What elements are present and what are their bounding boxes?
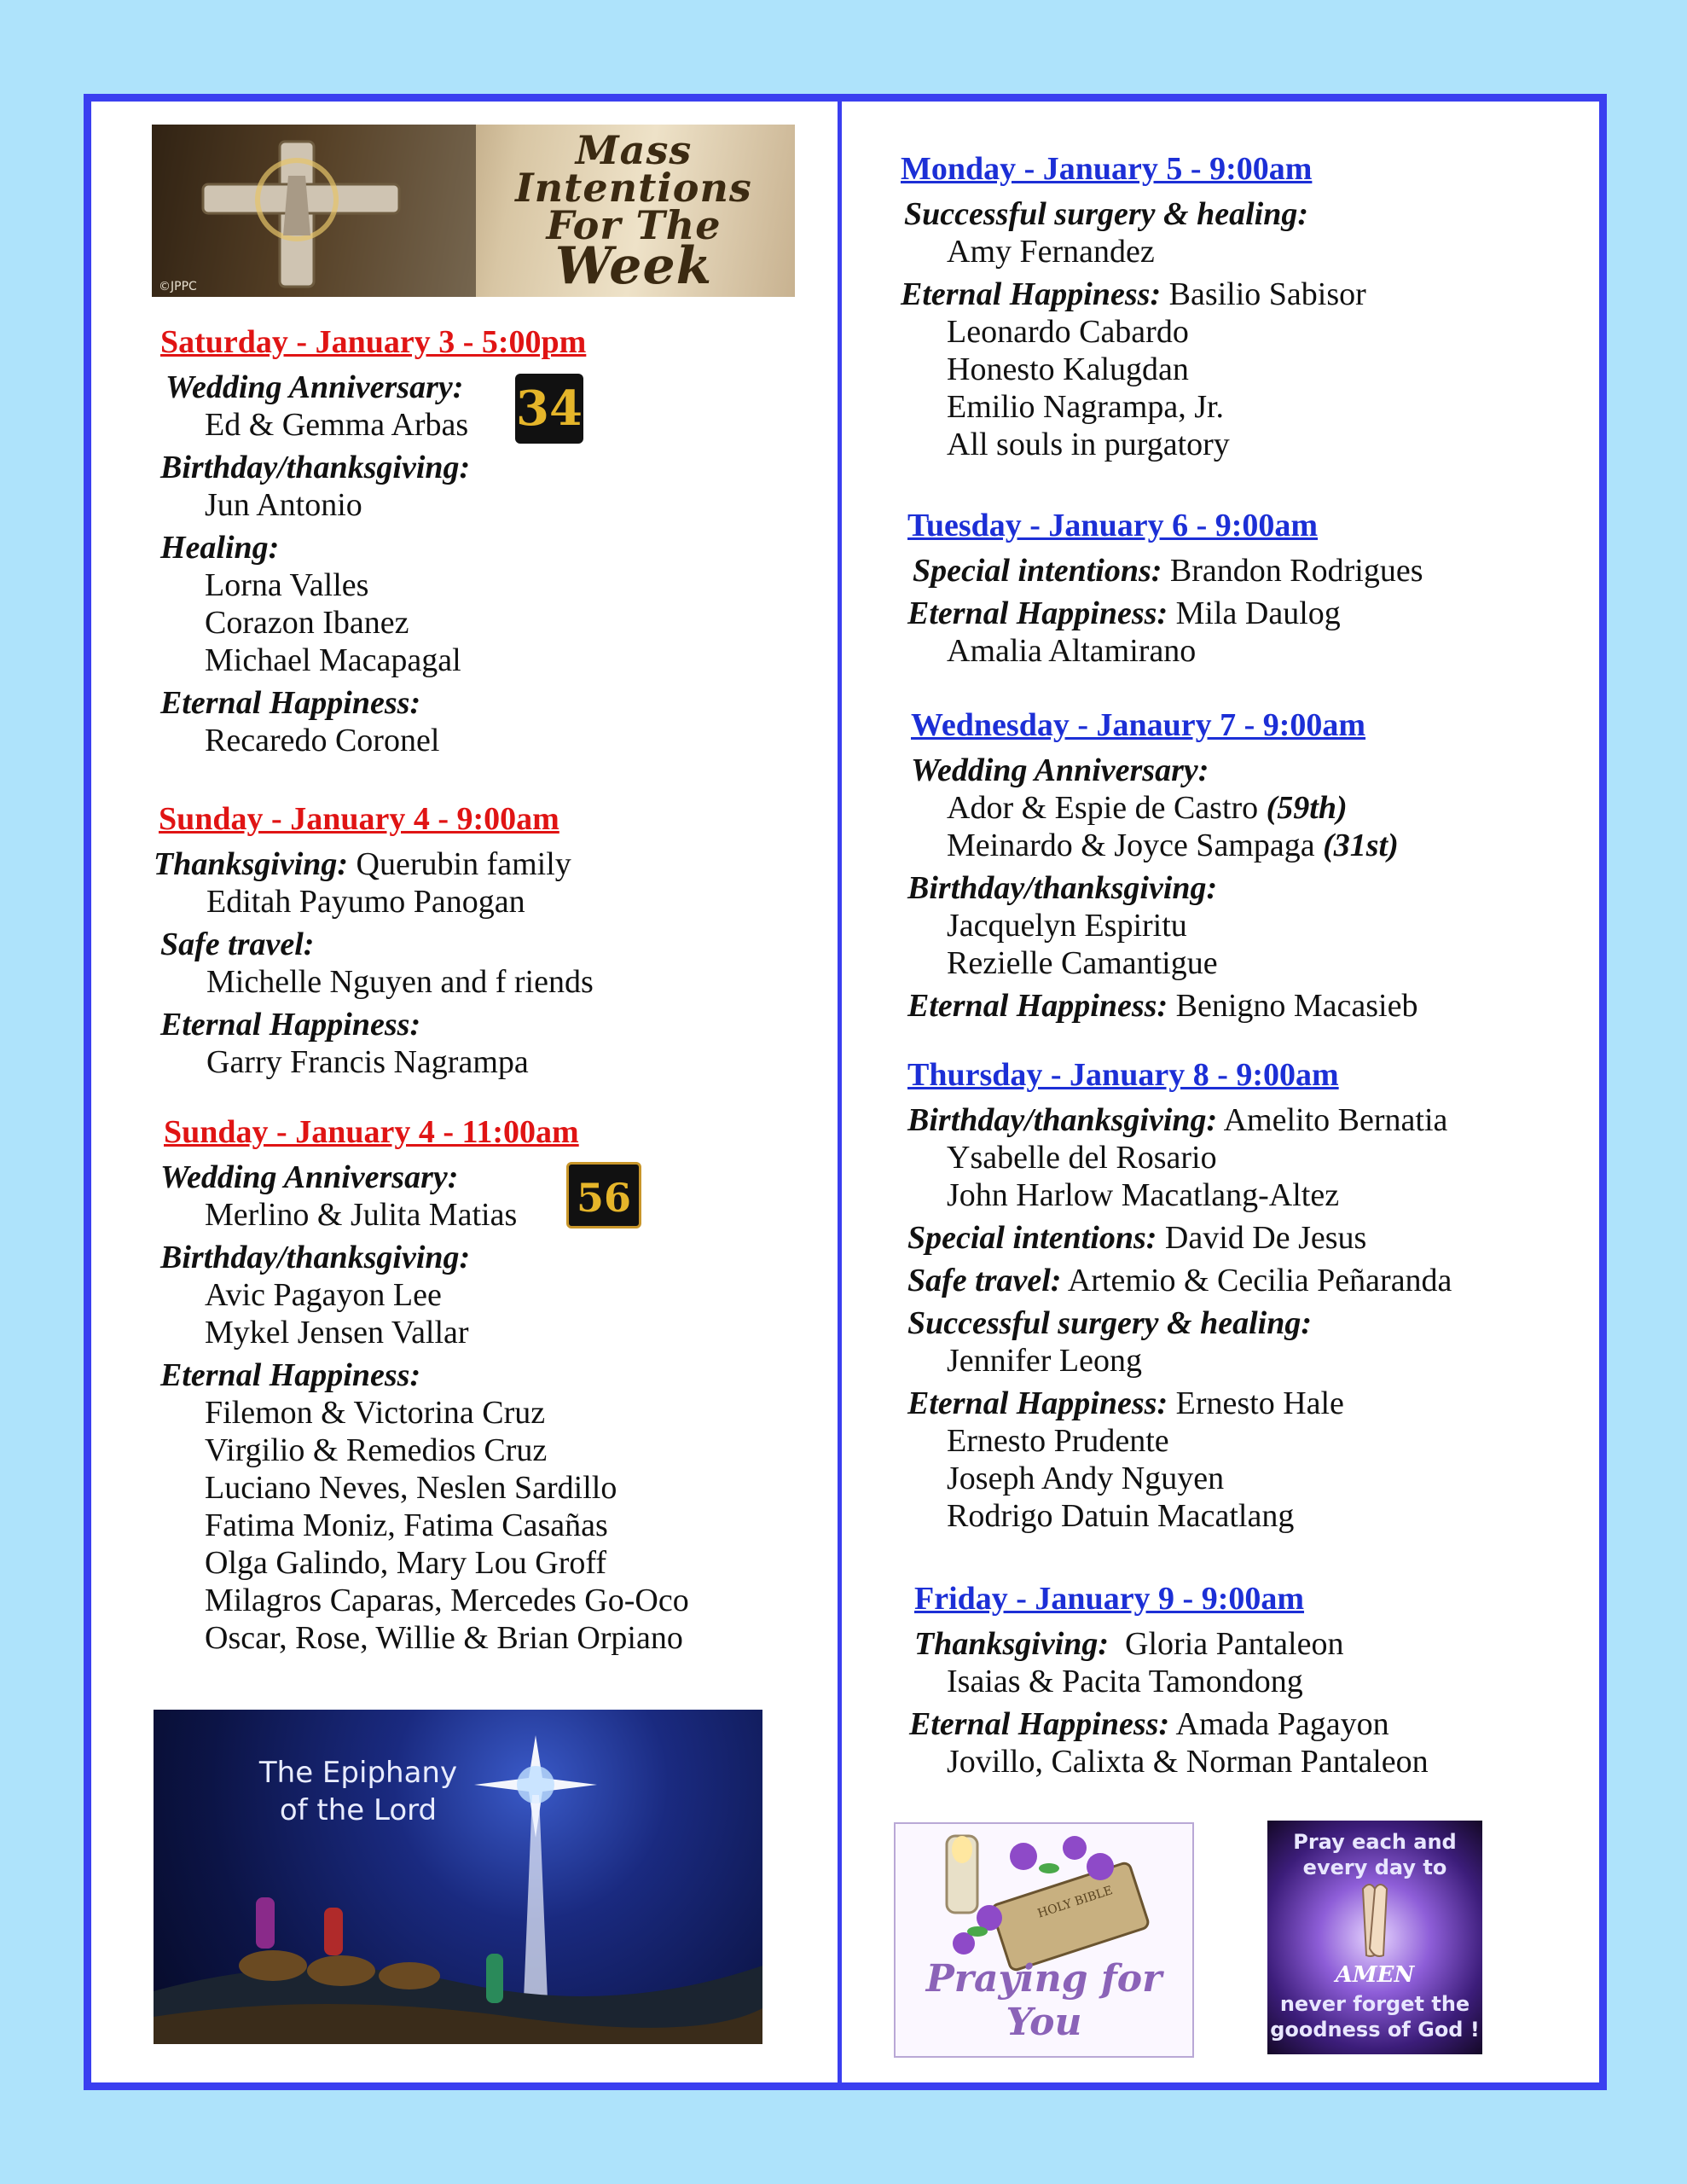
intention-name: Honesto Kalugdan <box>947 351 1189 387</box>
friday-heading: Friday - January 9 - 9:00am <box>914 1581 1305 1617</box>
intention-name: Benigno Macasieb <box>1175 988 1418 1024</box>
intention-name: Joseph Andy Nguyen <box>947 1461 1225 1496</box>
intention-name: Leonardo Cabardo <box>947 314 1189 350</box>
intention-name: Querubin family <box>356 846 571 882</box>
intention-name: Jun Antonio <box>205 487 362 523</box>
intention-name: Olga Galindo, Mary Lou Groff <box>205 1545 607 1581</box>
intention-name: Michelle Nguyen and f riends <box>206 964 594 1000</box>
eternal-happiness-label: Eternal Happiness: <box>160 1357 421 1393</box>
wedding-anniversary-label: Wedding Anniversary: <box>160 1159 459 1195</box>
banner-line-2: Intentions <box>515 165 752 211</box>
intention-name: Basilio Sabisor <box>1168 276 1366 312</box>
birthday-label: Birthday/thanksgiving: <box>160 1240 471 1275</box>
intention-name: Jovillo, Calixta & Norman Pantaleon <box>947 1744 1429 1780</box>
intention-name: Mykel Jensen Vallar <box>205 1315 469 1350</box>
intention-name: Garry Francis Nagrampa <box>206 1044 529 1080</box>
eternal-happiness-label: Eternal Happiness: <box>907 595 1168 631</box>
wedding-anniversary-label: Wedding Anniversary: <box>165 369 464 405</box>
pray-line-4: goodness of God ! <box>1270 2018 1480 2042</box>
intention-name: Avic Pagayon Lee <box>205 1277 442 1313</box>
anniversary-note: (59th) <box>1266 790 1348 826</box>
sunday-9am-heading: Sunday - January 4 - 9:00am <box>159 801 559 837</box>
thanksgiving-label: Thanksgiving: <box>154 846 349 882</box>
surgery-healing-label: Successful surgery & healing: <box>904 196 1308 232</box>
birthday-label: Birthday/thanksgiving: <box>907 870 1218 906</box>
safe-travel-label: Safe travel: <box>907 1263 1062 1298</box>
intention-name: Rodrigo Datuin Macatlang <box>947 1498 1295 1534</box>
birthday-label: Birthday/thanksgiving: <box>160 450 471 485</box>
pray-every-day-image <box>1267 1821 1482 2054</box>
intention-name: Ed & Gemma Arbas <box>205 407 469 443</box>
intention-name: Milagros Caparas, Mercedes Go-Oco <box>205 1583 689 1618</box>
intention-name: Ernesto Hale <box>1175 1385 1344 1421</box>
intention-name: Recaredo Coronel <box>205 723 440 758</box>
intention-name: Merlino & Julita Matias <box>205 1197 518 1233</box>
birthday-label: Birthday/thanksgiving: <box>907 1102 1218 1138</box>
anniversary-34-badge-icon: 34 <box>515 374 583 444</box>
intention-name: Lorna Valles <box>205 567 369 603</box>
wednesday-heading: Wednesday - Janaury 7 - 9:00am <box>911 707 1366 743</box>
intention-name: Ador & Espie de Castro <box>947 790 1259 826</box>
sunday-11am-heading: Sunday - January 4 - 11:00am <box>164 1114 579 1150</box>
epiphany-line-1: The Epiphany <box>258 1756 458 1790</box>
intention-name: Amelito Bernatia <box>1223 1102 1448 1138</box>
banner-copyright: ©JPPC <box>159 280 197 293</box>
bible-label: HOLY BIBLE <box>1035 1884 1115 1921</box>
eternal-happiness-label: Eternal Happiness: <box>160 1007 421 1043</box>
epiphany-line-2: of the Lord <box>279 1793 438 1827</box>
wedding-anniversary-label: Wedding Anniversary: <box>911 752 1209 788</box>
monday-section <box>901 149 1366 468</box>
anniversary-56-badge-icon: 56 <box>566 1162 641 1228</box>
pray-line-2: every day to <box>1302 1856 1447 1879</box>
intention-name: Jacquelyn Espiritu <box>947 908 1187 944</box>
intention-name: Amada Pagayon <box>1175 1706 1389 1742</box>
special-intentions-label: Special intentions: <box>907 1220 1157 1256</box>
eternal-happiness-label: Eternal Happiness: <box>907 1385 1168 1421</box>
intention-name: Emilio Nagrampa, Jr. <box>947 389 1225 425</box>
intention-name: Brandon Rodrigues <box>1169 553 1423 589</box>
eternal-happiness-label: Eternal Happiness: <box>901 276 1162 312</box>
intention-name: Meinardo & Joyce Sampaga <box>947 828 1315 863</box>
eternal-happiness-label: Eternal Happiness: <box>909 1706 1170 1742</box>
tuesday-heading: Tuesday - January 6 - 9:00am <box>907 508 1319 543</box>
special-intentions-label: Special intentions: <box>913 553 1162 589</box>
wednesday-section <box>907 706 1418 1030</box>
intention-name: Corazon Ibanez <box>205 605 409 641</box>
eternal-happiness-label: Eternal Happiness: <box>160 685 421 721</box>
intention-name: Michael Macapagal <box>205 642 461 678</box>
thursday-section <box>907 1055 1452 1540</box>
surgery-healing-label: Successful surgery & healing: <box>907 1305 1312 1341</box>
intention-name: Amalia Altamirano <box>947 633 1197 669</box>
intention-name: Filemon & Victorina Cruz <box>205 1395 546 1431</box>
intention-name: Ysabelle del Rosario <box>947 1140 1217 1176</box>
intention-name: Editah Payumo Panogan <box>206 884 525 920</box>
intention-name: David De Jesus <box>1164 1220 1367 1256</box>
tuesday-section <box>907 506 1423 675</box>
intention-name: Rezielle Camantigue <box>947 945 1218 981</box>
intention-name: Gloria Pantaleon <box>1125 1626 1344 1662</box>
praying-for-you-image <box>894 1822 1194 2058</box>
epiphany-image <box>154 1710 762 2044</box>
column-divider <box>838 94 842 2090</box>
intention-name: All souls in purgatory <box>947 427 1230 462</box>
healing-label: Healing: <box>160 530 280 566</box>
pray-line-1: Pray each and <box>1293 1830 1457 1854</box>
intention-name: Fatima Moniz, Fatima Casañas <box>205 1507 608 1543</box>
amen-text: AMEN <box>1335 1962 1415 1988</box>
monday-heading: Monday - January 5 - 9:00am <box>901 151 1313 187</box>
intention-name: Amy Fernandez <box>947 234 1155 270</box>
safe-travel-label: Safe travel: <box>160 926 315 962</box>
saturday-heading: Saturday - January 3 - 5:00pm <box>160 324 587 360</box>
intention-name: Ernesto Prudente <box>947 1423 1169 1459</box>
intention-name: Isaias & Pacita Tamondong <box>947 1664 1303 1699</box>
intention-name: John Harlow Macatlang-Altez <box>947 1177 1340 1213</box>
sunday-9am-section <box>154 799 594 1086</box>
praying-for-you-text: Praying for You <box>925 1957 1162 2044</box>
intention-name: Virgilio & Remedios Cruz <box>205 1432 548 1468</box>
anniversary-note: (31st) <box>1323 828 1399 863</box>
intention-name: Oscar, Rose, Willie & Brian Orpiano <box>205 1620 683 1656</box>
thursday-heading: Thursday - January 8 - 9:00am <box>907 1057 1339 1093</box>
eternal-happiness-label: Eternal Happiness: <box>907 988 1168 1024</box>
intention-name: Artemio & Cecilia Peñaranda <box>1067 1263 1452 1298</box>
banner-line-3: For The <box>546 202 722 248</box>
intention-name: Jennifer Leong <box>947 1343 1142 1379</box>
intention-name: Luciano Neves, Neslen Sardillo <box>205 1470 617 1506</box>
banner-line-4: Week <box>554 236 713 296</box>
pray-line-3: never forget the <box>1279 1992 1470 2016</box>
crucifix-icon <box>152 125 476 297</box>
mass-intentions-banner-image <box>152 125 795 297</box>
thanksgiving-label: Thanksgiving: <box>914 1626 1110 1662</box>
banner-line-1: Mass <box>575 127 693 173</box>
intention-name: Mila Daulog <box>1175 595 1341 631</box>
friday-section <box>909 1579 1429 1786</box>
